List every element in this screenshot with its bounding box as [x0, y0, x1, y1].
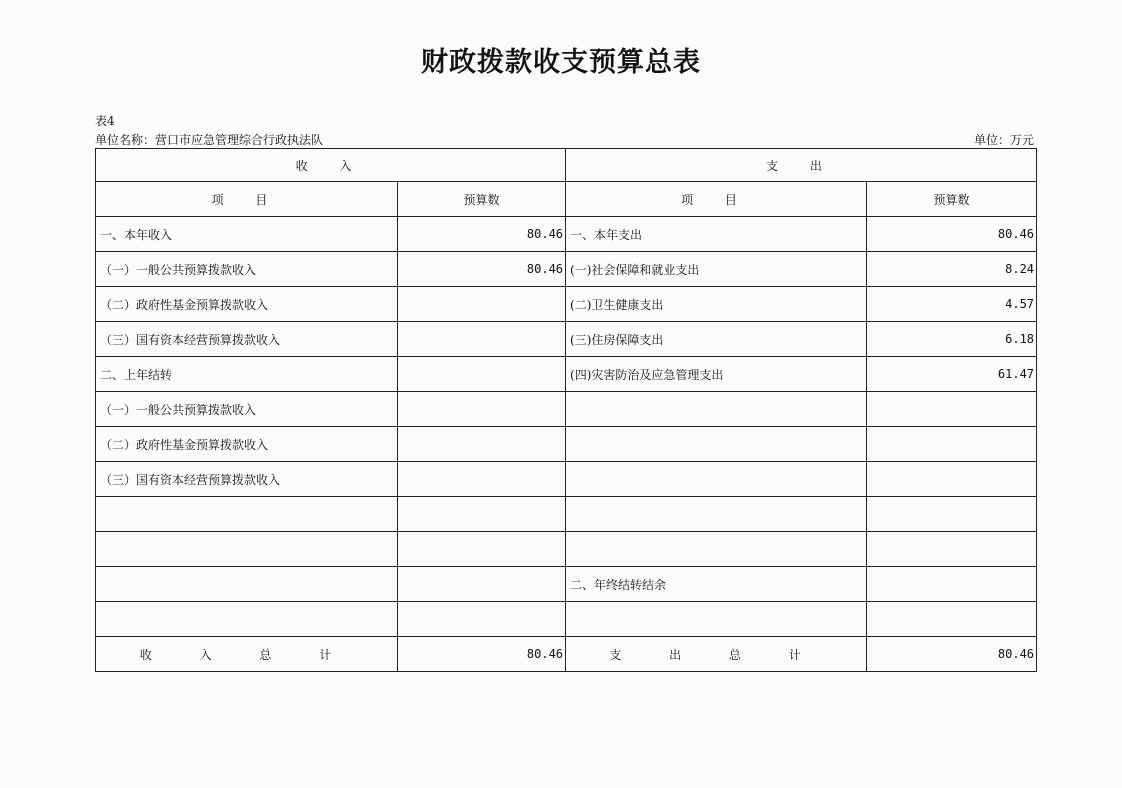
expense-total-label: 支 出 总 计	[566, 637, 867, 672]
table-row	[96, 357, 1037, 392]
income-value-cell	[398, 392, 566, 427]
income-value-cell	[398, 357, 566, 392]
income-budget-header: 预算数	[398, 182, 566, 217]
income-value-cell	[398, 497, 566, 532]
table-row	[96, 287, 1037, 322]
expense-item-cell	[566, 392, 867, 427]
table-row	[96, 392, 1037, 427]
expense-value-cell	[867, 497, 1037, 532]
income-header: 收 入	[96, 149, 566, 182]
expense-item-cell: 一、本年支出	[566, 217, 867, 252]
income-item-cell: （二）政府性基金预算拨款收入	[96, 427, 398, 462]
table-row	[96, 567, 1037, 602]
table-subheader-row	[96, 182, 1037, 217]
expense-item-header: 项 目	[566, 182, 867, 217]
table-row	[96, 217, 1037, 252]
expense-value-cell	[867, 462, 1037, 497]
income-value-cell	[398, 462, 566, 497]
table-number: 表4	[95, 114, 115, 128]
expense-item-cell	[566, 427, 867, 462]
expense-value-cell: 6.18	[867, 322, 1037, 357]
income-item-cell: （一）一般公共预算拨款收入	[96, 392, 398, 427]
income-value-cell	[398, 567, 566, 602]
expense-item-cell	[566, 462, 867, 497]
income-item-cell: （二）政府性基金预算拨款收入	[96, 287, 398, 322]
income-item-cell: （三）国有资本经营预算拨款收入	[96, 462, 398, 497]
table-row	[96, 602, 1037, 637]
table-total-row	[96, 637, 1037, 672]
income-total-label: 收 入 总 计	[96, 637, 398, 672]
expense-item-cell: (一)社会保障和就业支出	[566, 252, 867, 287]
expense-value-cell	[867, 392, 1037, 427]
income-item-cell	[96, 602, 398, 637]
expense-total-value: 80.46	[867, 637, 1037, 672]
income-value-cell	[398, 322, 566, 357]
expense-item-cell	[566, 532, 867, 567]
income-total-value: 80.46	[398, 637, 566, 672]
income-value-cell: 80.46	[398, 252, 566, 287]
income-item-cell: （一）一般公共预算拨款收入	[96, 252, 398, 287]
income-item-cell: 二、上年结转	[96, 357, 398, 392]
income-item-cell	[96, 567, 398, 602]
expense-value-cell: 80.46	[867, 217, 1037, 252]
income-item-cell	[96, 497, 398, 532]
unit-name: 单位名称：营口市应急管理综合行政执法队	[95, 133, 324, 147]
expense-budget-header: 预算数	[867, 182, 1037, 217]
expense-value-cell	[867, 427, 1037, 462]
expense-value-cell	[867, 602, 1037, 637]
income-value-cell	[398, 427, 566, 462]
income-value-cell	[398, 602, 566, 637]
unit-label: 单位：万元	[973, 133, 1034, 147]
table-row	[96, 497, 1037, 532]
expense-value-cell: 8.24	[867, 252, 1037, 287]
expense-item-cell: (三)住房保障支出	[566, 322, 867, 357]
page-title: 财政拨款收支预算总表	[421, 47, 701, 78]
income-item-cell: （三）国有资本经营预算拨款收入	[96, 322, 398, 357]
table-header-row	[96, 149, 1037, 182]
budget-table	[95, 148, 1037, 672]
expense-item-cell	[566, 602, 867, 637]
table-row	[96, 532, 1037, 567]
expense-value-cell	[867, 532, 1037, 567]
expense-header: 支 出	[566, 149, 1037, 182]
expense-value-cell: 61.47	[867, 357, 1037, 392]
table-row	[96, 427, 1037, 462]
income-value-cell	[398, 287, 566, 322]
income-item-cell: 一、本年收入	[96, 217, 398, 252]
expense-value-cell: 4.57	[867, 287, 1037, 322]
expense-item-cell: (四)灾害防治及应急管理支出	[566, 357, 867, 392]
income-value-cell	[398, 532, 566, 567]
income-value-cell: 80.46	[398, 217, 566, 252]
expense-item-cell: 二、年终结转结余	[566, 567, 867, 602]
income-item-cell	[96, 532, 398, 567]
table-row	[96, 462, 1037, 497]
expense-value-cell	[867, 567, 1037, 602]
table-row	[96, 322, 1037, 357]
table-row	[96, 252, 1037, 287]
income-item-header: 项 目	[96, 182, 398, 217]
expense-item-cell	[566, 497, 867, 532]
expense-item-cell: (二)卫生健康支出	[566, 287, 867, 322]
